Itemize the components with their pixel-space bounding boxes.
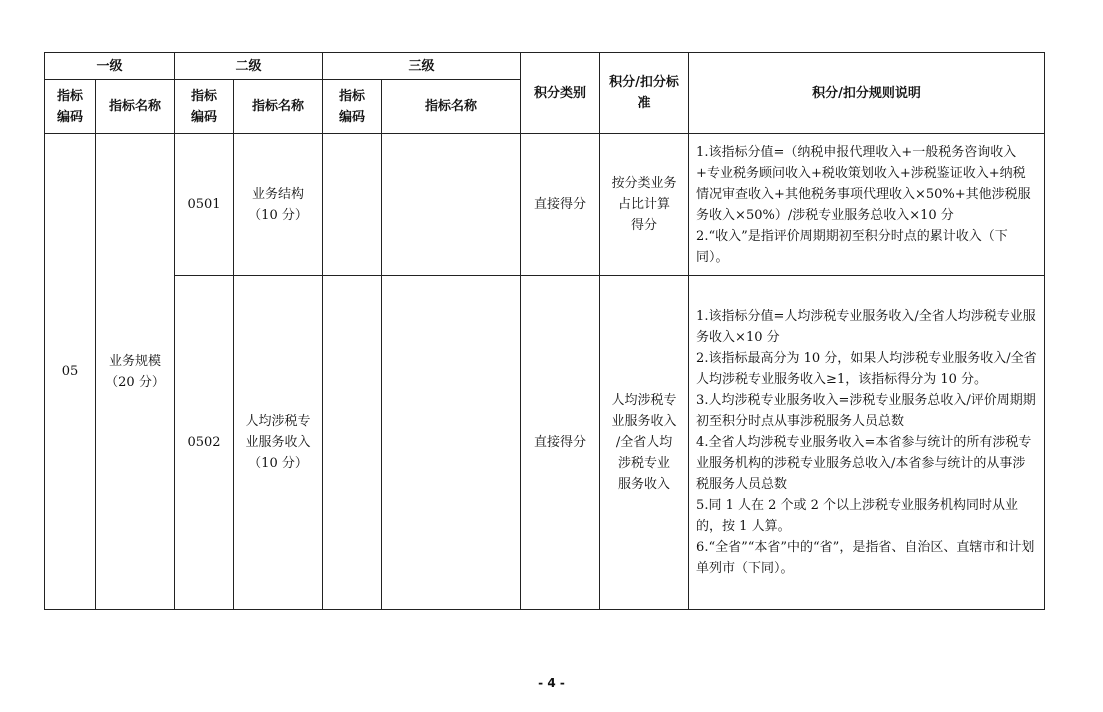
level1-code: 05 [45, 134, 96, 610]
header-level2-name: 指标名称 [234, 80, 323, 134]
header-level1-name: 指标名称 [96, 80, 175, 134]
header-level2-code: 指标编码 [175, 80, 234, 134]
scoring-rules-table [44, 52, 1045, 610]
page-number: - 4 - [538, 676, 565, 690]
table-row [45, 276, 1045, 610]
level2-code: 0502 [175, 276, 234, 610]
header-level1-code: 指标编码 [45, 80, 96, 134]
level3-name [382, 134, 521, 276]
level3-code [323, 134, 382, 276]
table-row [45, 134, 1045, 276]
rules-description: 1.该指标分值=人均涉税专业服务收入/全省人均涉税专业服务收入×10 分 2.该指标最高分为 10 分，如果人均涉税专业服务收入/全省人均涉税专业服务收入≥1，该指标得分为 10 分。 3.人均涉税专业服务收入=涉税专业服务总收入/评价周期期初至积分时点从事涉税服务人员总数 4.全省人均涉税专业服务收入=本省参与统计的所有涉税专业服务机构的涉税专业服务总收入/本省参与统计的从事涉税服务人员总数 5.同 1 人在 2 个或 2 个以上涉税专业服务机构同时从业的，按 1 人算。 6.“全省”“本省”中的“省”，是指省、自治区、直辖市和计划单列市（下同）。 [689, 276, 1045, 610]
header-level1: 一级 [45, 53, 175, 80]
level1-name: 业务规模 （20 分） [96, 134, 175, 610]
level3-code [323, 276, 382, 610]
score-standard: 人均涉税专 业服务收入 /全省人均 涉税专业 服务收入 [600, 276, 689, 610]
header-level3: 三级 [323, 53, 521, 80]
score-standard: 按分类业务 占比计算 得分 [600, 134, 689, 276]
score-category: 直接得分 [521, 276, 600, 610]
score-category: 直接得分 [521, 134, 600, 276]
level2-name: 人均涉税专 业服务收入 （10 分） [234, 276, 323, 610]
rules-description: 1.该指标分值=（纳税申报代理收入+一般税务咨询收入+专业税务顾问收入+税收策划收入+涉税鉴证收入+纳税情况审查收入+其他税务事项代理收入×50%+其他涉税服务收入×50%）/涉税专业服务总收入×10 分 2.“收入”是指评价周期期初至积分时点的累计收入（下同）。 [689, 134, 1045, 276]
level2-name: 业务结构 （10 分） [234, 134, 323, 276]
header-level3-name: 指标名称 [382, 80, 521, 134]
header-standard: 积分/扣分标准 [600, 53, 689, 134]
header-level2: 二级 [175, 53, 323, 80]
header-rules: 积分/扣分规则说明 [689, 53, 1045, 134]
header-level3-code: 指标编码 [323, 80, 382, 134]
level3-name [382, 276, 521, 610]
header-category: 积分类别 [521, 53, 600, 134]
level2-code: 0501 [175, 134, 234, 276]
